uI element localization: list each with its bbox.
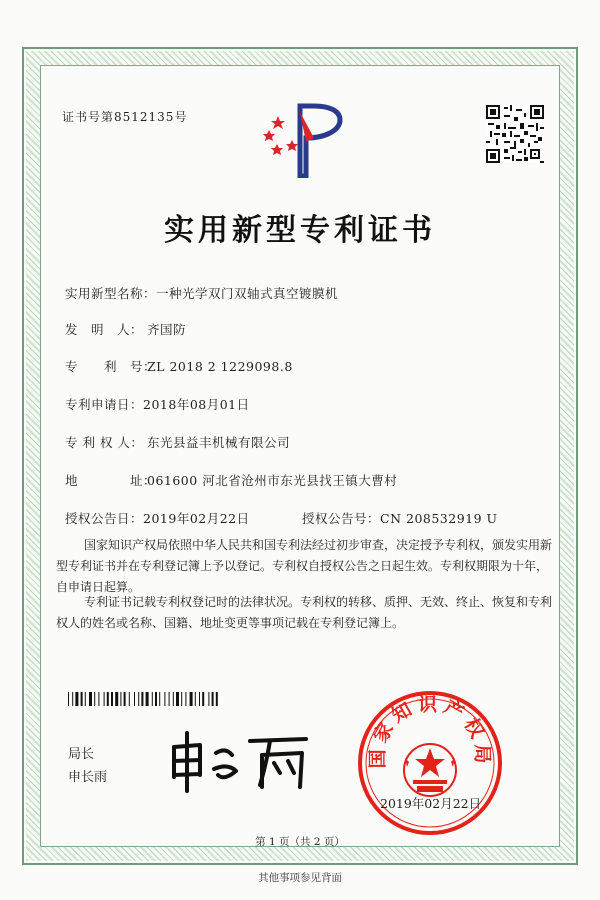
field-label: 授权公告号： — [302, 511, 381, 526]
field-address — [65, 471, 397, 489]
cnipa-logo-icon — [256, 98, 352, 178]
certificate-title: 实用新型专利证书 — [164, 213, 436, 248]
director-signature-icon — [166, 725, 316, 795]
qr-code-icon — [486, 105, 544, 163]
field-grant-date — [65, 509, 250, 527]
statement-paragraph-1: 国家知识产权局依照中华人民共和国专利法经过初步审查，决定授予专利权，颁发实用新型专利证书并在专利登记簿上予以登记。专利权自授权公告之日起生效。专利权期限为十年，自申请日起算。 — [56, 538, 553, 594]
page-number: 第 1 页（共 2 页） — [255, 836, 345, 848]
barcode-icon — [68, 692, 298, 706]
field-value: 061600 河北省沧州市东光县找王镇大曹村 — [147, 473, 398, 488]
field-value: 齐国防 — [147, 322, 187, 337]
field-utility-model-name — [65, 284, 338, 302]
field-label: 发 明 人： — [65, 322, 144, 337]
director-name: 申长雨 — [68, 770, 108, 785]
field-patent-number — [65, 357, 293, 375]
field-value: 一种光学双门双轴式真空镀膜机 — [156, 286, 339, 301]
field-label: 授权公告日： — [65, 511, 144, 526]
certificate-number: 证书号第8512135号 — [62, 110, 188, 124]
field-value: 东光县益丰机械有限公司 — [147, 435, 291, 450]
field-label: 地 址： — [65, 473, 157, 488]
back-note: 其他事项参见背面 — [258, 872, 342, 884]
seal-text: 国家知识产权局 — [366, 693, 494, 769]
statement-paragraph-2: 专利证书记载专利权登记时的法律状况。专利权的转移、质押、无效、终止、恢复和专利权人的姓名或名称、国籍、地址变更等事项记载在专利登记簿上。 — [56, 595, 553, 630]
seal-date: 2019年02月22日 — [380, 796, 482, 811]
field-grant-number — [302, 509, 498, 527]
field-value: 2019年02月22日 — [143, 511, 250, 526]
field-patentee — [65, 433, 290, 451]
field-label: 实用新型名称： — [65, 286, 157, 301]
field-label: 专利申请日： — [65, 397, 144, 412]
field-inventor — [65, 320, 186, 338]
field-value: ZL 2018 2 1229098.8 — [147, 359, 293, 374]
official-seal-icon — [355, 688, 505, 838]
field-label: 专 利 号： — [65, 359, 157, 374]
field-value: CN 208532919 U — [380, 511, 498, 526]
field-value: 2018年08月01日 — [143, 397, 250, 412]
director-title-label: 局长 — [68, 747, 95, 762]
field-filing-date — [65, 395, 250, 413]
field-label: 专 利 权 人： — [65, 435, 144, 450]
